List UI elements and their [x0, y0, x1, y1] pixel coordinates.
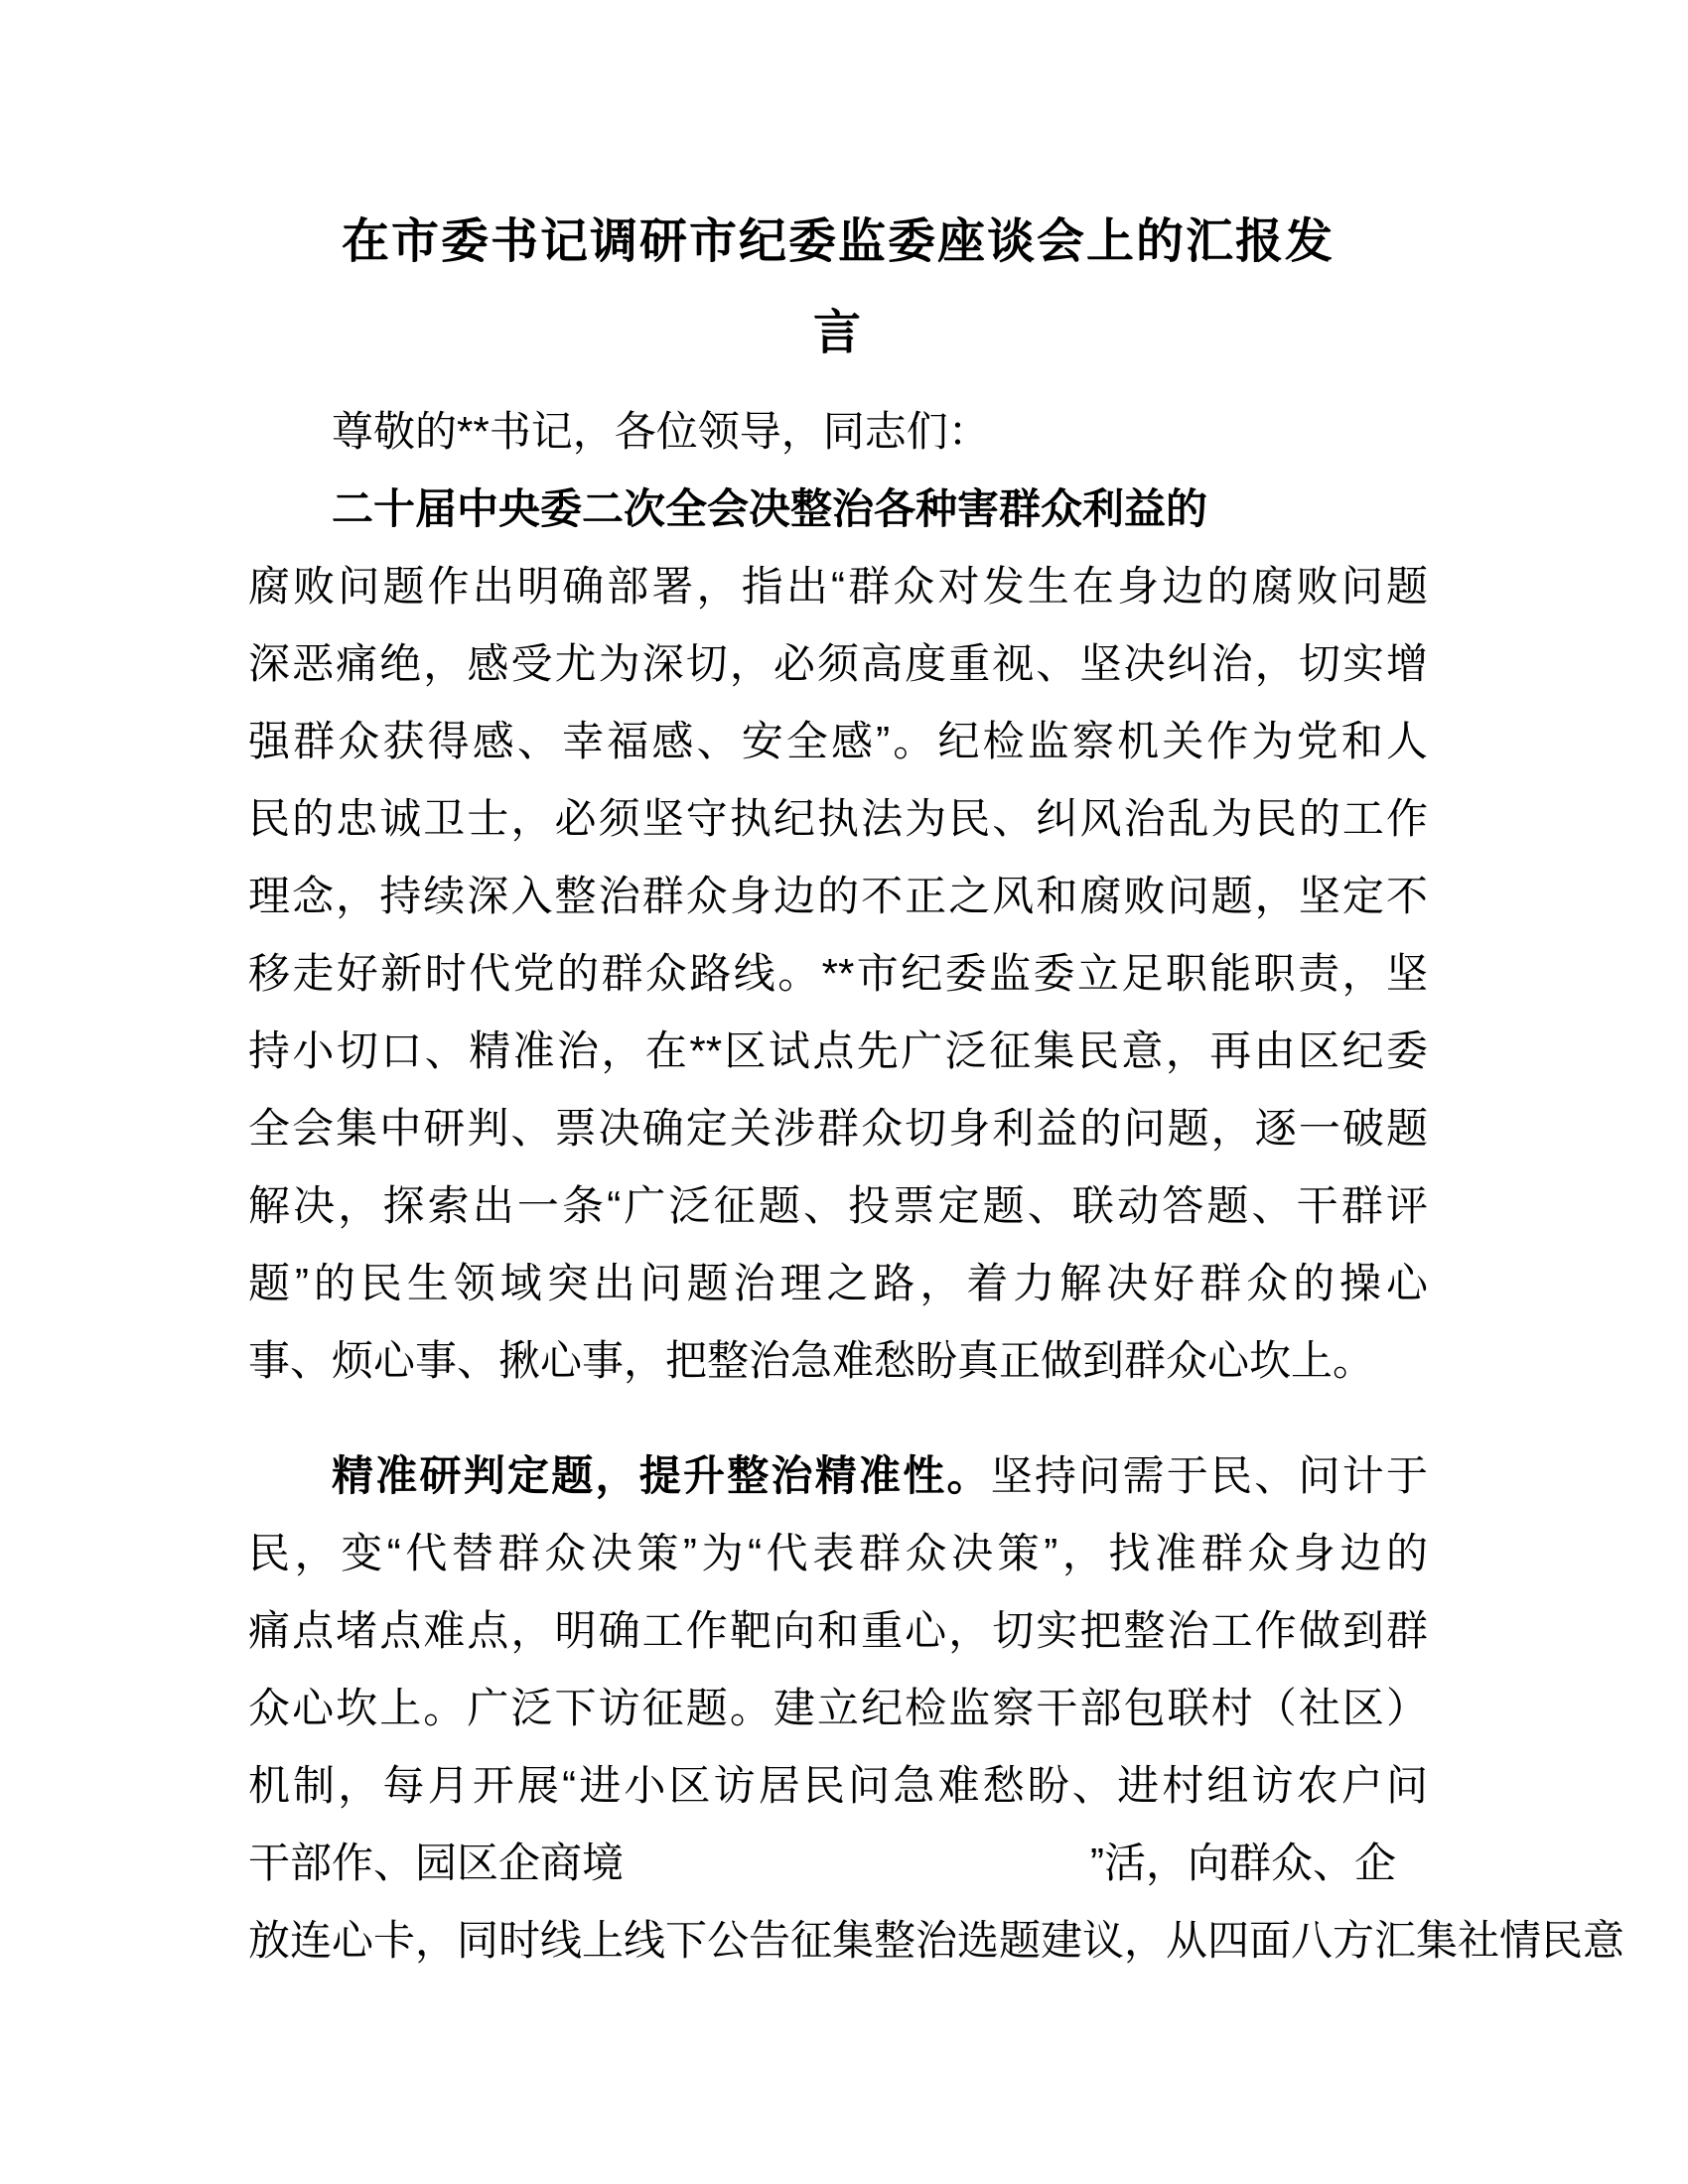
text-line: 民的忠诚卫士，必须坚守执纪执法为民、纠风治乱为民的工作	[248, 795, 1428, 842]
text-line: 解决，探索出一条“广泛征题、投票定题、联动答题、干群评	[248, 1182, 1428, 1229]
gap-line-right-text: ”活，向群众、企	[1090, 1840, 1397, 1886]
document-content	[248, 197, 1625, 1979]
text-line: 痛点堵点难点，明确工作靶向和重心，切实把整治工作做到群	[248, 1607, 1428, 1654]
text-line: 全会集中研判、票决确定关涉群众切身利益的问题，逐一破题	[248, 1105, 1428, 1152]
text-line: 理念，持续深入整治群众身边的不正之风和腐败问题，坚定不	[248, 873, 1428, 919]
salutation-line: 尊敬的**书记，各位领导，同志们：	[332, 408, 990, 455]
title-line-1: 在市委书记调研市纪委监委座谈会上的汇报发	[341, 215, 1335, 268]
text-line: 事、烦心事、揪心事，把整治急难愁盼真正做到群众心坎上。	[248, 1337, 1375, 1384]
para2-lead-line: 二十届中央委二次全会决整治各种害群众利益的	[332, 485, 1208, 532]
document-body	[248, 393, 1625, 1979]
text-line: 民，变“代替群众决策”为“代表群众决策”，找准群众身边的	[248, 1530, 1428, 1576]
para3-gap-line	[248, 1825, 1428, 1902]
para3-overflow-line: 放连心卡，同时线上线下公告征集整治选题建议，从四面八方汇集社情民意	[248, 1917, 1625, 1964]
para2-lines	[248, 548, 1428, 1400]
para3-lead-line	[248, 1437, 1428, 1515]
para3-lead-bold-text: 精准研判定题，提升整治精准性。	[332, 1452, 991, 1499]
text-line: 腐败问题作出明确部署，指出“群众对发生在身边的腐败问题	[248, 563, 1428, 610]
text-line: 机制，每月开展“进小区访居民问急难愁盼、进村组访农户问	[248, 1762, 1428, 1809]
text-line: 强群众获得感、幸福感、安全感”。纪检监察机关作为党和人	[248, 718, 1428, 764]
text-line: 移走好新时代党的群众路线。**市纪委监委立足职能职责，坚	[248, 950, 1428, 997]
text-line: 众心坎上。广泛下访征题。建立纪检监察干部包联村（社区）	[248, 1685, 1428, 1731]
text-line: 题”的民生领域突出问题治理之路，着力解决好群众的操心	[248, 1260, 1428, 1306]
title-line-2: 言	[812, 307, 863, 359]
text-line: 持小切口、精准治，在**区试点先广泛征集民意，再由区纪委	[248, 1027, 1428, 1074]
gap-line-left-text: 干部作、园区企商境	[248, 1840, 625, 1886]
document-title	[248, 197, 1428, 379]
text-line: 深恶痛绝，感受尤为深切，必须高度重视、坚决纠治，切实增	[248, 640, 1428, 687]
para3-lines	[248, 1515, 1428, 1825]
para3-lead-regular-text: 坚持问需于民、问计于	[990, 1452, 1428, 1499]
para3-block	[248, 1437, 1625, 1979]
